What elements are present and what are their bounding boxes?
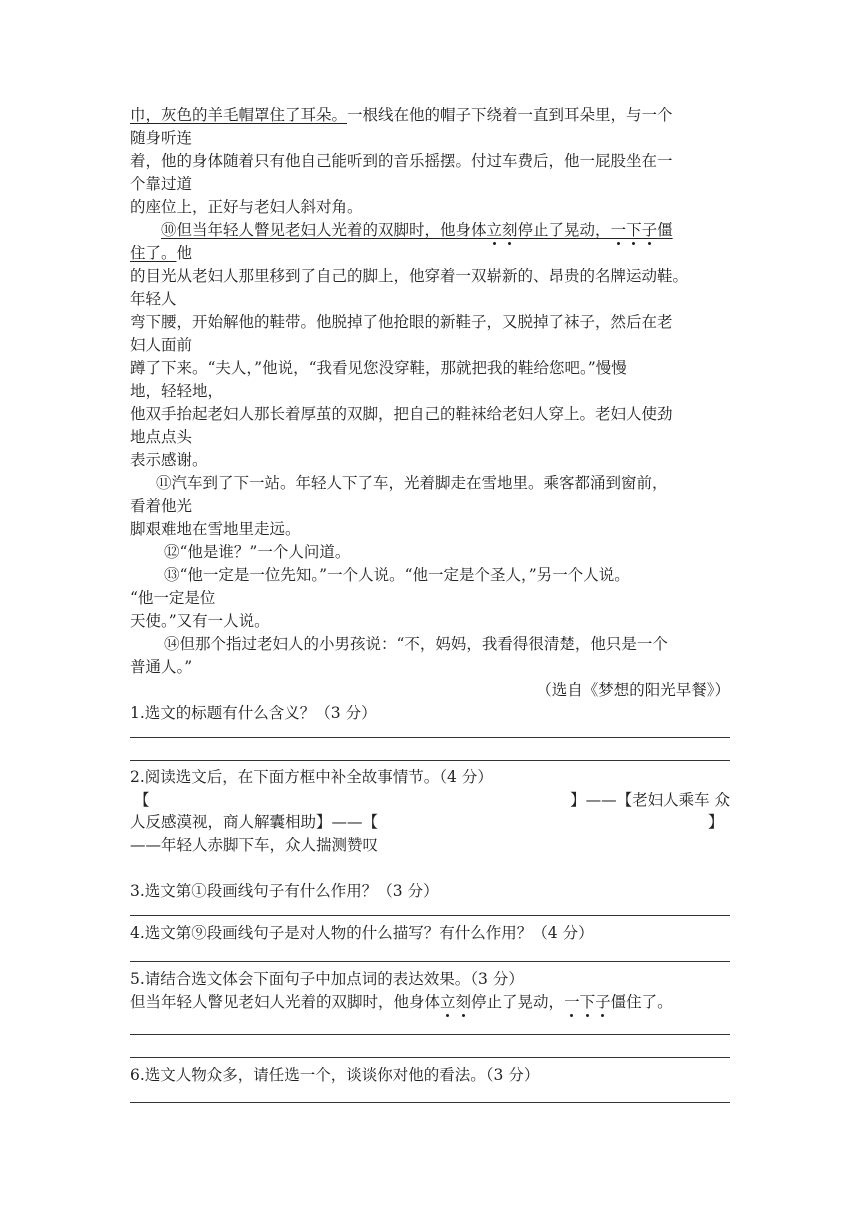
paragraph-10-underlined: ⑩但当年轻人瞥见老妇人光着的双脚时，他身体立刻停止了晃动，一下子僵 [161,221,673,239]
passage-line: 表示感谢。 [130,451,208,469]
passage-line: 天使。”又有一人说。 [130,612,270,630]
passage-line: 看着他光 [130,497,193,515]
box-open-bracket: 【 [134,791,150,809]
passage-line: 巾，灰色的羊毛帽罩住了耳朵。一根线在他的帽子下绕着一直到耳朵里，与一个 [130,106,673,124]
dotted-char: 下 [579,993,596,1011]
question-1: 1.选文的标题有什么含义？（3 分） [130,704,377,722]
dotted-char: 一 [610,221,627,239]
plot-box-line: 人反感漠视，商人解囊相助】——【 [130,813,379,831]
answer-line [130,1057,730,1058]
paragraph-13: ⑬“他一定是一位先知。”一个人说。“他一定是个圣人，”另一个人说。 [164,566,630,584]
answer-line [130,961,730,962]
answer-line [130,915,730,916]
paragraph-14: ⑭但那个指过老妇人的小男孩说：“不，妈妈，我看得很清楚，他只是一个 [164,635,668,653]
dotted-char: 子 [641,221,658,239]
source-citation: （选自《梦想的阳光早餐》） [536,681,730,699]
passage-line: “他一定是位 [130,589,216,607]
passage-line: 妇人面前 [130,336,193,354]
passage-line: 地，轻轻地， [130,382,224,400]
passage-line: 年轻人 [130,290,177,308]
passage-line: 蹲了下来。“夫人，”他说，“我看见您没穿鞋，那就把我的鞋给您吧。”慢慢 [130,359,627,377]
passage-line: 着，他的身体随着只有他自己能听到的音乐摇摆。付过车费后，他一屁股坐在一 [130,152,673,170]
answer-line [130,1034,730,1035]
question-2: 2.阅读选文后，在下面方框中补全故事情节。（4 分） [130,768,493,786]
passage-line: 的座位上，正好与老妇人斜对角。 [130,198,363,216]
question-5: 5.请结合选文体会下面句子中加点词的表达效果。（3 分） [130,970,524,988]
paragraph-12: ⑫“他是谁？”一个人问道。 [164,543,351,561]
box-close-bracket: 】 [708,813,724,831]
passage-line: 他双手抬起老妇人那长着厚茧的双脚，把自己的鞋袜给老妇人穿上。老妇人使劲 [130,405,673,423]
dotted-char: 一 [564,993,580,1011]
answer-line [130,1102,730,1103]
passage-line: 脚艰难地在雪地里走远。 [130,520,301,538]
dotted-char: 立 [486,221,503,239]
passage-line: 个靠过道 [130,175,193,193]
passage-line: 弯下腰，开始解他的鞋带。他脱掉了他抢眼的新鞋子，又脱掉了袜子，然后在老 [130,313,673,331]
dotted-char: 刻 [502,221,518,239]
dotted-char: 下 [626,221,642,239]
plot-box-line: ——年轻人赤脚下车，众人揣测赞叹 [130,836,379,854]
dotted-char: 立 [440,993,456,1011]
question-3: 3.选文第①段画线句子有什么作用？（3 分） [130,882,439,900]
paragraph-11: ⑪汽车到了下一站。年轻人下了车，光着脚走在雪地里。乘客都涌到窗前， [156,474,668,492]
passage-line: 的目光从老妇人那里移到了自己的脚上，他穿着一双崭新的、昂贵的名牌运动鞋。 [130,267,689,285]
plot-box-mid: 】——【老妇人乘车 众 [570,791,730,809]
passage-line: 地点点头 [130,428,193,446]
answer-line [130,737,730,738]
passage-line: 住了。他 [130,244,193,262]
passage-line: 随身听连 [130,129,193,147]
question-5-sentence: 但当年轻人瞥见老妇人光着的双脚时，他身体立刻停止了晃动，一下子僵住了。 [130,993,673,1011]
dotted-char: 刻 [455,993,472,1011]
passage-line: 普通人。” [130,658,193,676]
question-6: 6.选文人物众多，请任选一个，谈谈你对他的看法。（3 分） [130,1066,540,1084]
answer-line [130,760,730,761]
question-4: 4.选文第⑨段画线句子是对人物的什么描写？有什么作用？（4 分） [130,924,594,942]
underlined-sentence: 巾，灰色的羊毛帽罩住了耳朵。 [130,106,348,124]
dotted-char: 子 [595,993,611,1011]
